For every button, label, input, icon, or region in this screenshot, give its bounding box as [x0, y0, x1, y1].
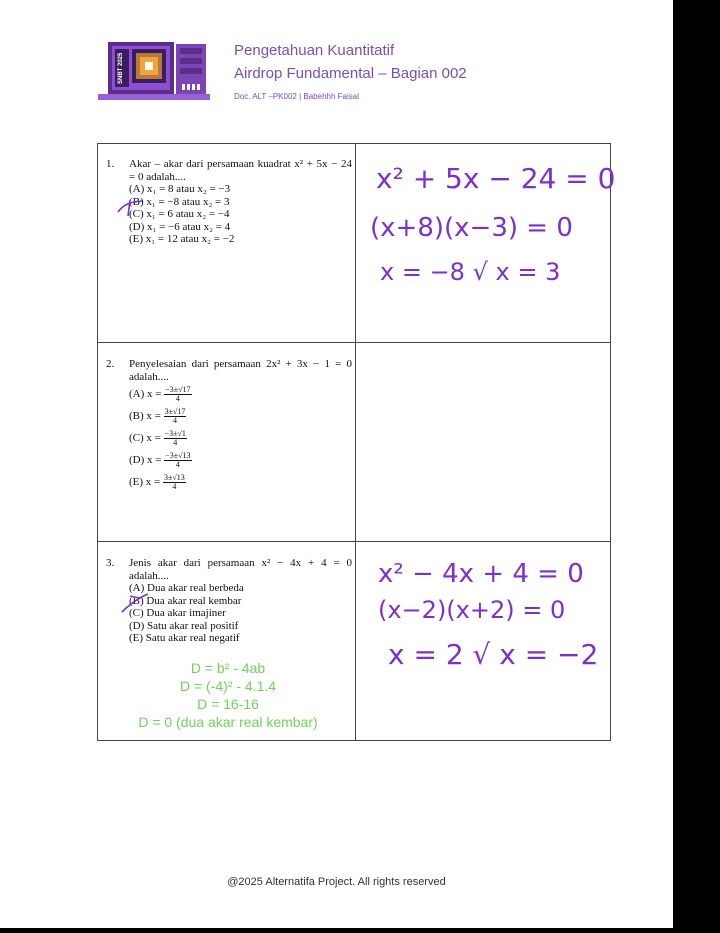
option-c: (C) x = $\frac{-3\pm√1}{4}$: [129, 428, 186, 447]
logo-text: SNBT 2025: [118, 52, 124, 84]
handwritten-solution-1: [358, 146, 616, 340]
option-e: (E) x = $\frac{3\pm√13}{4}$: [129, 472, 185, 491]
question-number: 1.: [106, 158, 115, 170]
option-d: (D) Satu akar real positif: [129, 619, 239, 632]
discriminant-line-3: D = 16-16: [197, 696, 259, 712]
question-2: [106, 358, 352, 493]
question-number: 2.: [106, 358, 115, 370]
answer-mark-3: [120, 592, 152, 616]
header-subtitle: Airdrop Fundamental – Bagian 002: [234, 65, 467, 82]
retro-computer-logo: [98, 40, 216, 102]
question-stem: Akar – akar dari persamaan kuadrat x² + 5x − 24 = 0 adalah....: [129, 158, 352, 183]
option-a: (A) x₁ = 8 atau x₂ = −3: [129, 183, 231, 195]
svg-text:x² + 5x − 24 = 0: x² + 5x − 24 = 0: [376, 162, 616, 195]
option-d: (D) x₁ = −6 atau x₂ = 4: [129, 220, 231, 233]
svg-text:x = 2 √ x = −2: x = 2 √ x = −2: [388, 638, 599, 671]
header-title: Pengetahuan Kuantitatif: [234, 42, 395, 59]
svg-text:(x+8)(x−3) = 0: (x+8)(x−3) = 0: [370, 213, 573, 243]
option-d: (D) x = $\frac{-3\pm√13}{4}$: [129, 450, 191, 469]
discriminant-line-4: D = 0 (dua akar real kembar): [138, 714, 318, 730]
discriminant-line-2: D = (-4)² - 4.1.4: [179, 678, 277, 694]
header-doc-line: Doc. ALT –PK002 | Babehhh Faisal: [234, 92, 359, 101]
svg-text:(x−2)(x+2) = 0: (x−2)(x+2) = 0: [378, 596, 566, 624]
option-b: (B) x₁ = −8 atau x₂ = 3: [129, 195, 230, 208]
option-e: (E) Satu akar real negatif: [129, 632, 240, 644]
question-stem: Penyelesaian dari persamaan 2x² + 3x − 1 = 0 adalah....: [129, 358, 352, 383]
row-divider: [98, 342, 610, 343]
question-table: [97, 143, 616, 741]
option-c: (C) Dua akar imajiner: [129, 607, 226, 619]
discriminant-line-1: D = b² - 4ab: [190, 660, 266, 676]
question-number: 3.: [106, 557, 115, 569]
answer-mark-1: [116, 198, 146, 218]
question-stem: Jenis akar dari persamaan x² − 4x + 4 = 0 adalah....: [129, 557, 352, 582]
option-b: (B) Dua akar real kembar: [129, 594, 242, 607]
option-a: (A) x = $\frac{-3\pm√17}{4}$: [129, 384, 191, 403]
option-c: (C) x₁ = 6 atau x₂ = −4: [129, 208, 230, 220]
option-e: (E) x₁ = 12 atau x₂ = −2: [129, 233, 235, 245]
column-divider: [355, 144, 356, 740]
row-divider: [98, 541, 610, 542]
option-b: (B) x = $\frac{3\pm√17}{4}$: [129, 406, 186, 425]
option-a: (A) Dua akar real berbeda: [129, 582, 244, 594]
footer-copyright: @2025 Alternatifa Project. All rights reserved: [227, 876, 446, 888]
svg-text:x = −8 √ x = 3: x = −8 √ x = 3: [380, 258, 561, 286]
svg-text:x² − 4x + 4 = 0: x² − 4x + 4 = 0: [378, 559, 584, 589]
handwritten-solution-3: [358, 544, 610, 674]
